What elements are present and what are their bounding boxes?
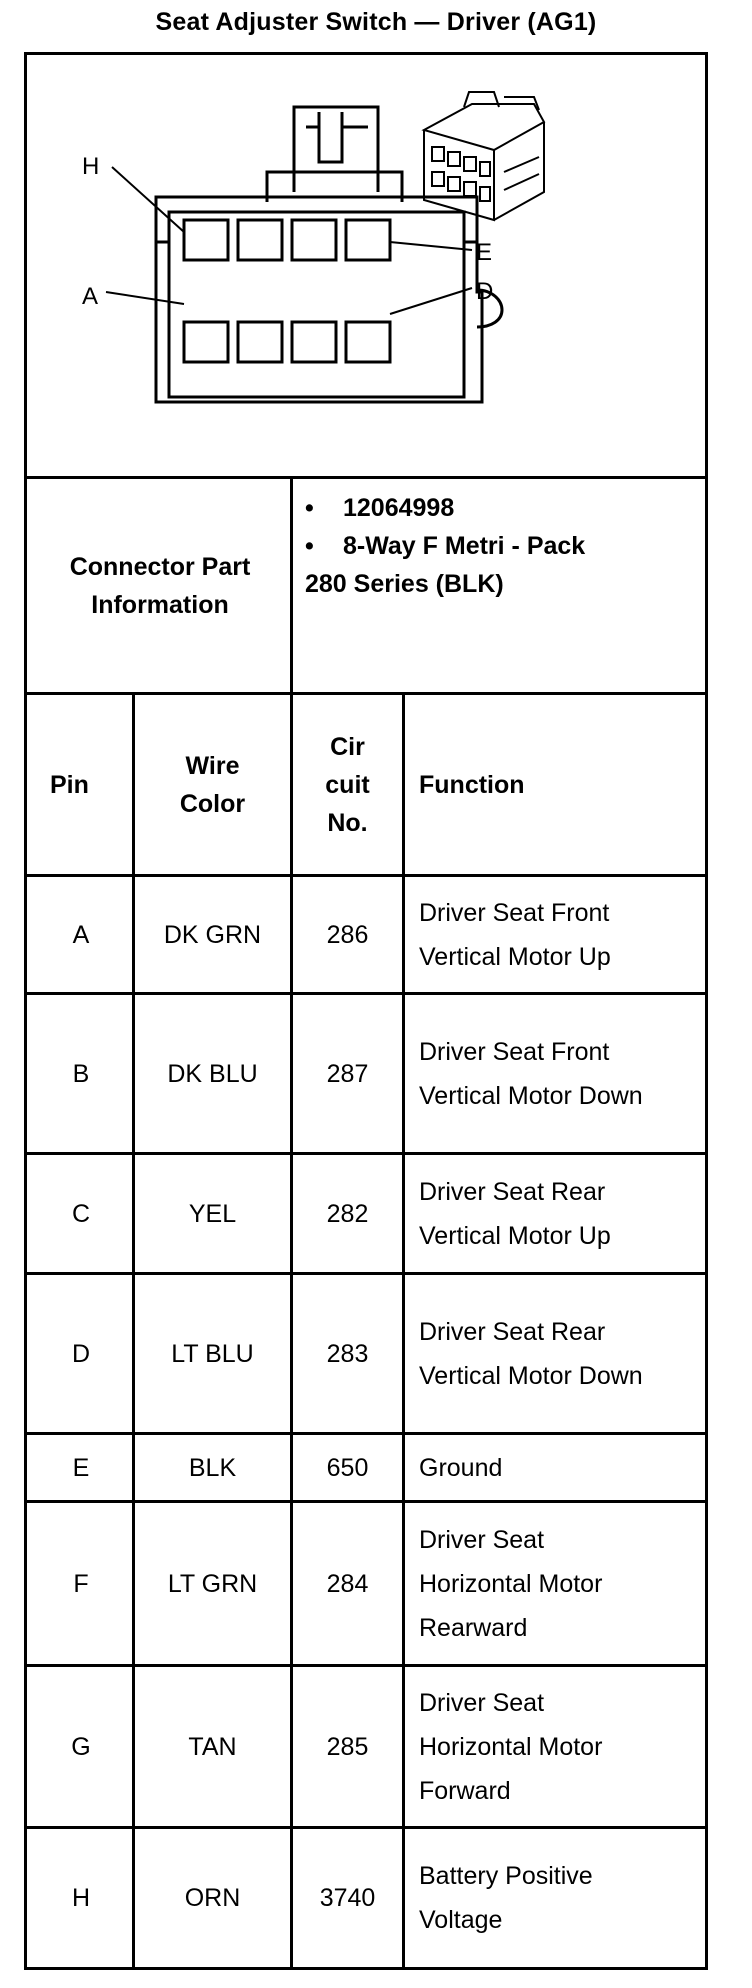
row-b-circuit: 287 <box>326 1059 369 1088</box>
row-h-function: Battery Positive Voltage <box>419 1862 593 1934</box>
row-e-pin: E <box>72 1453 90 1482</box>
row-d-function: Driver Seat Rear Vertical Motor Down <box>419 1317 643 1390</box>
header-circuit-no: Cir cuit No. <box>325 732 370 837</box>
cavity-c <box>292 322 336 362</box>
header-pin: Pin <box>50 770 89 799</box>
row-h-color: ORN <box>184 1884 241 1912</box>
connector-diagram <box>24 52 708 476</box>
row-h-pin: H <box>71 1884 91 1912</box>
leader-d <box>390 288 472 314</box>
row-c-function: Driver Seat Rear Vertical Motor Up <box>419 1177 611 1250</box>
page-title: Seat Adjuster Switch — Driver (AG1) <box>155 8 597 36</box>
label-e: E <box>476 239 493 266</box>
header-wire-color: Wire Color <box>179 751 246 818</box>
cavity-g <box>238 220 282 260</box>
row-e-color: BLK <box>188 1453 237 1482</box>
row-f-pin: F <box>73 1569 89 1598</box>
row-c-circuit: 282 <box>326 1199 369 1228</box>
leader-e <box>390 242 472 250</box>
label-a: A <box>82 283 99 310</box>
row-b-color: DK BLU <box>167 1059 258 1088</box>
row-c-pin: C <box>71 1199 91 1228</box>
row-f-function: Driver Seat Horizontal Motor Rearward <box>419 1525 603 1642</box>
part-number: • 12064998 <box>305 494 455 522</box>
row-b-function: Driver Seat Front Vertical Motor Down <box>419 1037 643 1110</box>
row-h-circuit: 3740 <box>319 1884 376 1912</box>
label-h: H <box>82 153 100 180</box>
row-d-color: LT BLU <box>171 1339 254 1368</box>
label-d: D <box>476 278 494 305</box>
connector-info-label: Connector Part Information <box>69 552 251 619</box>
latch-outer <box>294 107 378 192</box>
leader-h <box>112 167 184 232</box>
row-g-circuit: 285 <box>326 1732 369 1761</box>
row-f-circuit: 284 <box>326 1569 369 1598</box>
divider-info-vertical <box>290 476 293 692</box>
row-a-circuit: 286 <box>326 920 369 949</box>
row-c-color: YEL <box>188 1199 237 1228</box>
cavity-b <box>238 322 282 362</box>
row-g-color: TAN <box>188 1732 237 1761</box>
row-a-function: Driver Seat Front Vertical Motor Up <box>419 898 611 971</box>
row-e-function: Ground <box>419 1453 503 1482</box>
row-a-pin: A <box>72 920 90 949</box>
row-e-circuit: 650 <box>326 1453 369 1482</box>
cavity-d <box>346 322 390 362</box>
connector-info-values <box>305 479 700 598</box>
part-series: 280 Series (BLK) <box>305 570 504 598</box>
row-f-color: LT GRN <box>167 1569 258 1598</box>
cavity-e <box>346 220 390 260</box>
row-d-circuit: 283 <box>326 1339 369 1368</box>
cavity-f <box>292 220 336 260</box>
row-g-pin: G <box>71 1732 91 1761</box>
cavity-h <box>184 220 228 260</box>
row-d-pin: D <box>71 1339 91 1368</box>
header-function: Function <box>419 770 525 799</box>
leader-a <box>106 292 184 304</box>
cavity-a <box>184 322 228 362</box>
row-a-color: DK GRN <box>163 920 262 949</box>
latch-inner <box>319 112 342 162</box>
row-g-function: Driver Seat Horizontal Motor Forward <box>419 1688 603 1805</box>
connector-3d-thumbnail <box>424 92 544 220</box>
row-b-pin: B <box>72 1059 90 1088</box>
part-type: • 8-Way F Metri - Pack <box>305 532 586 560</box>
